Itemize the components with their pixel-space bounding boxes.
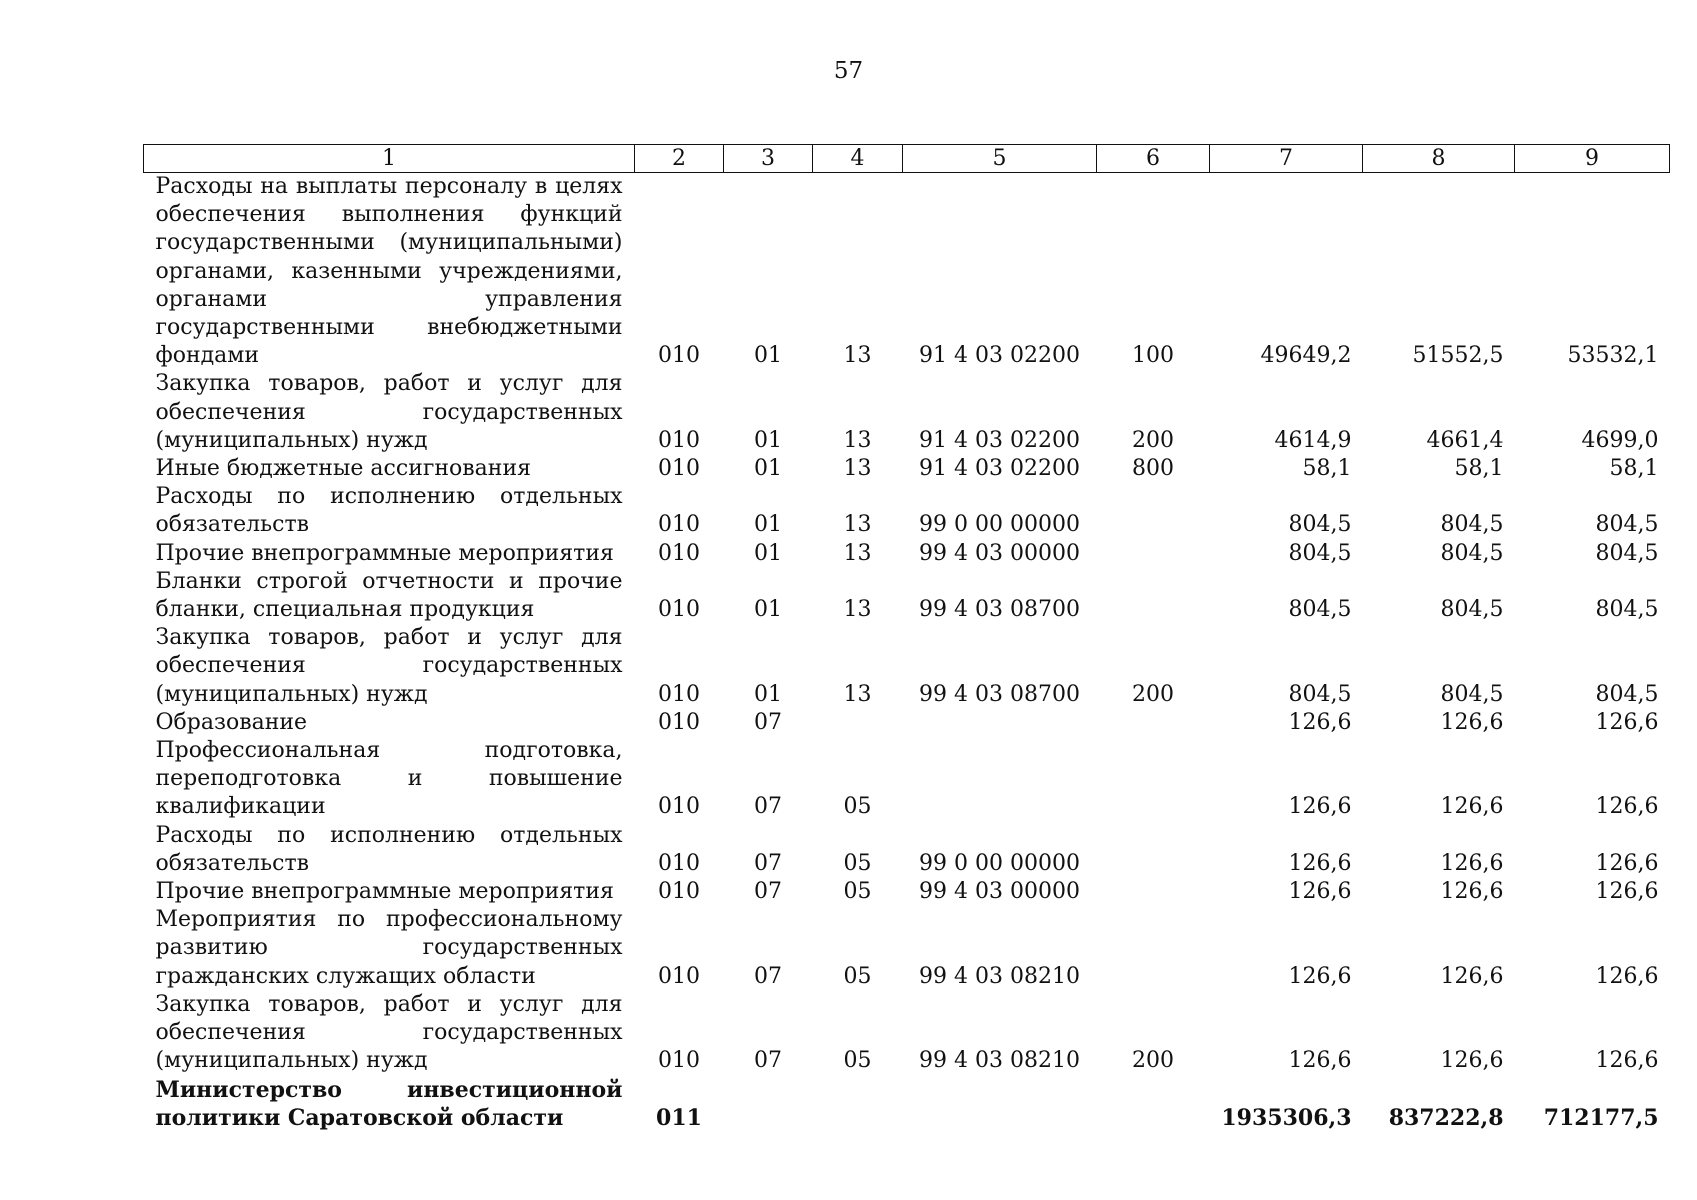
amount-cell: 4661,4 — [1426, 427, 1504, 453]
row-name-cell: Расходы по исполнению отдельных обязательств — [155, 484, 623, 538]
amount-cell: 804,5 — [1440, 597, 1504, 623]
expense-type-code-cell — [1097, 878, 1210, 906]
section-code-cell: 01 — [754, 343, 782, 369]
amount-cell: 804,5 — [1595, 512, 1659, 538]
amount-cell: 4614,9 — [1274, 427, 1352, 453]
admin-code-cell: 010 — [658, 1048, 700, 1074]
section-code-cell: 07 — [754, 850, 782, 876]
target-item-code-cell: 91 4 03 02200 — [919, 456, 1080, 482]
amount-cell: 804,5 — [1595, 540, 1659, 566]
amount-cell: 126,6 — [1288, 963, 1352, 989]
page-number: 57 — [833, 58, 864, 84]
amount-cell: 126,6 — [1595, 1048, 1659, 1074]
admin-code-cell: 011 — [656, 1104, 702, 1131]
amount-cell: 804,5 — [1288, 512, 1352, 538]
section-code-cell: 07 — [754, 1048, 782, 1074]
table-row — [144, 737, 1670, 822]
amount-cell: 58,1 — [1454, 456, 1504, 482]
target-item-code-cell: 99 0 00 00000 — [919, 850, 1080, 876]
amount-cell: 126,6 — [1440, 709, 1504, 735]
subsection-code-cell: 13 — [843, 540, 872, 566]
row-name-cell: Бланки строгой отчетности и прочие бланки, специальная продукция — [155, 568, 623, 623]
amount-cell: 126,6 — [1440, 1048, 1504, 1074]
target-item-code-cell: 99 4 03 08210 — [919, 1048, 1080, 1074]
amount-cell: 126,6 — [1440, 850, 1504, 876]
admin-code-cell: 010 — [658, 427, 700, 453]
row-name-cell: Закупка товаров, работ и услуг для обеспечения государственных (муниципальных) нужд — [155, 371, 623, 453]
admin-code-cell: 010 — [658, 850, 700, 876]
row-name-cell: Мероприятия по профессиональному развитию государственных гражданских служащих области — [155, 907, 623, 989]
table-row — [144, 483, 1670, 539]
amount-cell: 4699,0 — [1581, 427, 1659, 453]
subsection-code-cell — [813, 709, 903, 737]
amount-cell: 126,6 — [1288, 709, 1352, 735]
amount-cell: 53532,1 — [1567, 343, 1659, 369]
table-header-row — [144, 145, 1670, 173]
admin-code-cell: 010 — [658, 456, 700, 482]
admin-code-cell: 010 — [658, 597, 700, 623]
section-code-cell: 07 — [754, 963, 782, 989]
row-name-cell: Образование — [155, 709, 308, 735]
amount-cell: 804,5 — [1288, 681, 1352, 707]
amount-cell: 58,1 — [1302, 456, 1352, 482]
budget-table — [143, 144, 1670, 1132]
table-row — [144, 906, 1670, 991]
target-item-code-cell — [903, 1076, 1097, 1132]
subsection-code-cell: 13 — [843, 597, 872, 623]
row-name-cell: Министерство инвестиционной политики Саратовской области — [155, 1076, 623, 1131]
expense-type-code-cell — [1097, 568, 1210, 624]
subsection-code-cell: 13 — [843, 456, 872, 482]
amount-cell: 126,6 — [1595, 709, 1659, 735]
amount-cell: 1935306,3 — [1221, 1104, 1352, 1131]
expense-type-code-cell — [1097, 906, 1210, 991]
amount-cell: 712177,5 — [1543, 1104, 1659, 1131]
admin-code-cell: 010 — [658, 681, 700, 707]
amount-cell: 126,6 — [1288, 1048, 1352, 1074]
expense-type-code-cell — [1097, 1076, 1210, 1132]
amount-cell: 804,5 — [1440, 540, 1504, 566]
subsection-code-cell: 13 — [843, 681, 872, 707]
column-header: 8 — [1363, 145, 1515, 173]
target-item-code-cell — [903, 709, 1097, 737]
admin-code-cell: 010 — [658, 540, 700, 566]
target-item-code-cell: 99 4 03 08700 — [919, 597, 1080, 623]
amount-cell: 126,6 — [1595, 794, 1659, 820]
subsection-code-cell: 05 — [843, 850, 872, 876]
target-item-code-cell: 99 4 03 00000 — [919, 540, 1080, 566]
amount-cell: 58,1 — [1609, 456, 1659, 482]
table-row — [144, 822, 1670, 878]
table-row — [144, 173, 1670, 371]
admin-code-cell: 010 — [658, 794, 700, 820]
target-item-code-cell — [903, 737, 1097, 822]
admin-code-cell: 010 — [658, 343, 700, 369]
column-header: 4 — [813, 145, 903, 173]
row-name-cell: Иные бюджетные ассигнования — [155, 456, 531, 482]
section-code-cell: 07 — [754, 709, 782, 735]
section-code-cell: 01 — [754, 512, 782, 538]
subsection-code-cell: 05 — [843, 879, 872, 905]
amount-cell: 126,6 — [1288, 794, 1352, 820]
amount-cell: 126,6 — [1440, 963, 1504, 989]
section-code-cell: 01 — [754, 681, 782, 707]
subsection-code-cell: 05 — [843, 794, 872, 820]
row-name-cell: Прочие внепрограммные мероприятия — [155, 540, 614, 566]
expense-type-code-cell — [1097, 822, 1210, 878]
subsection-code-cell — [813, 1076, 903, 1132]
target-item-code-cell: 91 4 03 02200 — [919, 427, 1080, 453]
target-item-code-cell: 99 4 03 08700 — [919, 681, 1080, 707]
column-header: 7 — [1210, 145, 1363, 173]
table-row — [144, 455, 1670, 483]
amount-cell: 126,6 — [1440, 879, 1504, 905]
amount-cell: 49649,2 — [1260, 343, 1352, 369]
table-row — [144, 540, 1670, 568]
expense-type-code-cell: 200 — [1132, 1048, 1174, 1074]
section-code-cell: 01 — [754, 427, 782, 453]
expense-type-code-cell: 200 — [1132, 427, 1174, 453]
row-name-cell: Прочие внепрограммные мероприятия — [155, 879, 614, 905]
table-row — [144, 878, 1670, 906]
expense-type-code-cell — [1097, 737, 1210, 822]
expense-type-code-cell: 200 — [1132, 681, 1174, 707]
target-item-code-cell: 99 0 00 00000 — [919, 512, 1080, 538]
section-code-cell: 01 — [754, 456, 782, 482]
column-header: 5 — [903, 145, 1097, 173]
column-header: 6 — [1097, 145, 1210, 173]
row-name-cell: Закупка товаров, работ и услуг для обеспечения государственных (муниципальных) нужд — [155, 625, 623, 707]
target-item-code-cell: 99 4 03 08210 — [919, 963, 1080, 989]
expense-type-code-cell — [1097, 540, 1210, 568]
amount-cell: 804,5 — [1595, 681, 1659, 707]
row-name-cell: Профессиональная подготовка, переподготовка и повышение квалификации — [155, 738, 623, 820]
admin-code-cell: 010 — [658, 963, 700, 989]
column-header: 3 — [724, 145, 813, 173]
section-code-cell — [724, 1076, 813, 1132]
subsection-code-cell: 05 — [843, 963, 872, 989]
amount-cell: 804,5 — [1288, 540, 1352, 566]
table-row — [144, 568, 1670, 624]
table-body — [144, 173, 1670, 1132]
table-row — [144, 991, 1670, 1076]
amount-cell: 126,6 — [1288, 879, 1352, 905]
column-header: 1 — [144, 145, 635, 173]
expense-type-code-cell: 100 — [1132, 343, 1174, 369]
row-name-cell: Расходы по исполнению отдельных обязательств — [155, 822, 623, 876]
column-header: 9 — [1515, 145, 1670, 173]
amount-cell: 126,6 — [1288, 850, 1352, 876]
amount-cell: 804,5 — [1440, 681, 1504, 707]
admin-code-cell: 010 — [658, 709, 700, 735]
section-code-cell: 07 — [754, 879, 782, 905]
table-row — [144, 370, 1670, 455]
section-code-cell: 07 — [754, 794, 782, 820]
amount-cell: 126,6 — [1440, 794, 1504, 820]
table-row — [144, 624, 1670, 709]
amount-cell: 804,5 — [1440, 512, 1504, 538]
subsection-code-cell: 05 — [843, 1048, 872, 1074]
target-item-code-cell: 99 4 03 00000 — [919, 879, 1080, 905]
amount-cell: 126,6 — [1595, 879, 1659, 905]
section-code-cell: 01 — [754, 540, 782, 566]
admin-code-cell: 010 — [658, 512, 700, 538]
subsection-code-cell: 13 — [843, 343, 872, 369]
target-item-code-cell: 91 4 03 02200 — [919, 343, 1080, 369]
table-row — [144, 709, 1670, 737]
section-code-cell: 01 — [754, 597, 782, 623]
admin-code-cell: 010 — [658, 879, 700, 905]
expense-type-code-cell — [1097, 709, 1210, 737]
amount-cell: 804,5 — [1288, 597, 1352, 623]
amount-cell: 51552,5 — [1412, 343, 1504, 369]
amount-cell: 837222,8 — [1388, 1104, 1504, 1131]
amount-cell: 804,5 — [1595, 597, 1659, 623]
subsection-code-cell: 13 — [843, 512, 872, 538]
amount-cell: 126,6 — [1595, 963, 1659, 989]
expense-type-code-cell — [1097, 483, 1210, 539]
row-name-cell: Закупка товаров, работ и услуг для обеспечения государственных (муниципальных) нужд — [155, 991, 623, 1074]
row-name-cell: Расходы на выплаты персоналу в целях обеспечения выполнения функций государственными (муниципальными) органами, казенными учреждениями, органами управления государственными внебюджетными фондами — [155, 174, 623, 369]
table-row — [144, 1076, 1670, 1132]
column-header: 2 — [635, 145, 724, 173]
expense-type-code-cell: 800 — [1132, 456, 1174, 482]
amount-cell: 126,6 — [1595, 850, 1659, 876]
subsection-code-cell: 13 — [843, 427, 872, 453]
